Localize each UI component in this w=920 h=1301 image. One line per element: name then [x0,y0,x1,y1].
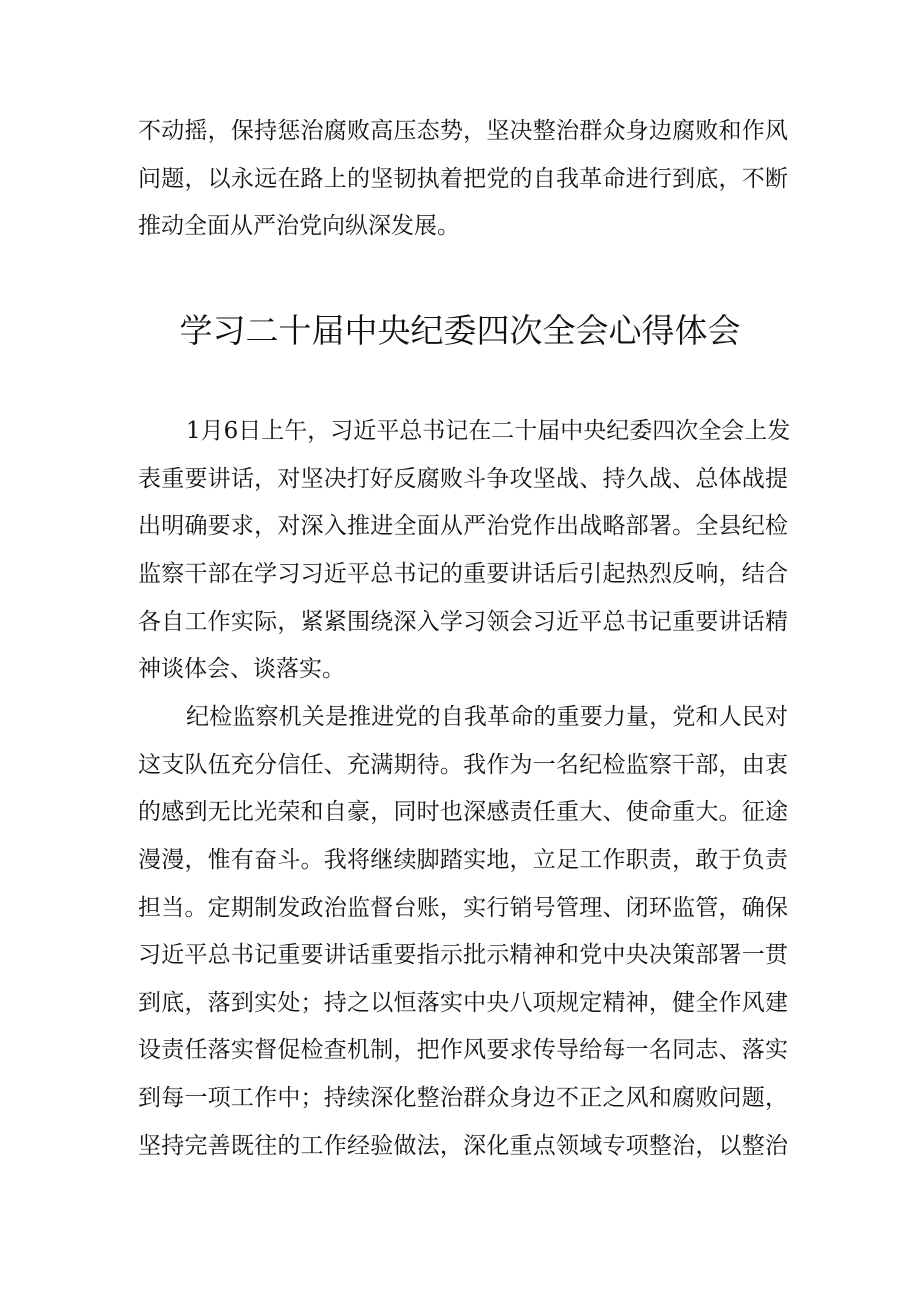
para2-line-8: 设责任落实督促检查机制，把作风要求传导给每一名同志、落实 [138,1037,788,1063]
intro-line-2: 问题，以永远在路上的坚韧执着把党的自我革命进行到底，不断 [138,166,788,192]
para2-line-1: 纪检监察机关是推进党的自我革命的重要力量，党和人民对 [186,704,788,730]
para2-line-3: 的感到无比光荣和自豪，同时也深感责任重大、使命重大。征途 [138,799,788,825]
para2-line-10: 坚持完善既往的工作经验做法，深化重点领域专项整治，以整治 [138,1133,788,1159]
para2-line-7: 到底，落到实处；持之以恒落实中央八项规定精神，健全作风建 [138,990,788,1016]
intro-line-1: 不动摇，保持惩治腐败高压态势，坚决整治群众身边腐败和作风 [138,118,788,144]
para1-line-4: 监察干部在学习习近平总书记的重要讲话后引起热烈反响，结合 [138,561,788,587]
para2-line-5: 担当。定期制发政治监督台账，实行销号管理、闭环监管，确保 [138,895,788,921]
intro-line-3: 推动全面从严治党向纵深发展。 [138,213,460,239]
para1-line-2: 表重要讲话，对坚决打好反腐败斗争攻坚战、持久战、总体战提 [138,466,788,492]
para2-line-6: 习近平总书记重要讲话重要指示批示精神和党中央决策部署一贯 [138,942,788,968]
document-title: 学习二十届中央纪委四次全会心得体会 [179,311,741,350]
para1-line-1: 1月6日上午，习近平总书记在二十届中央纪委四次全会上发 [186,418,791,444]
para2-line-2: 这支队伍充分信任、充满期待。我作为一名纪检监察干部，由衷 [138,752,788,778]
para2-line-4: 漫漫，惟有奋斗。我将继续脚踏实地，立足工作职责，敢于负责 [138,847,788,873]
para1-line-6: 神谈体会、谈落实。 [138,656,345,682]
para1-line-5: 各自工作实际，紧紧围绕深入学习领会习近平总书记重要讲话精 [138,609,788,635]
para1-line-3: 出明确要求，对深入推进全面从严治党作出战略部署。全县纪检 [138,513,788,539]
para2-line-9: 到每一项工作中；持续深化整治群众身边不正之风和腐败问题， [138,1085,788,1111]
